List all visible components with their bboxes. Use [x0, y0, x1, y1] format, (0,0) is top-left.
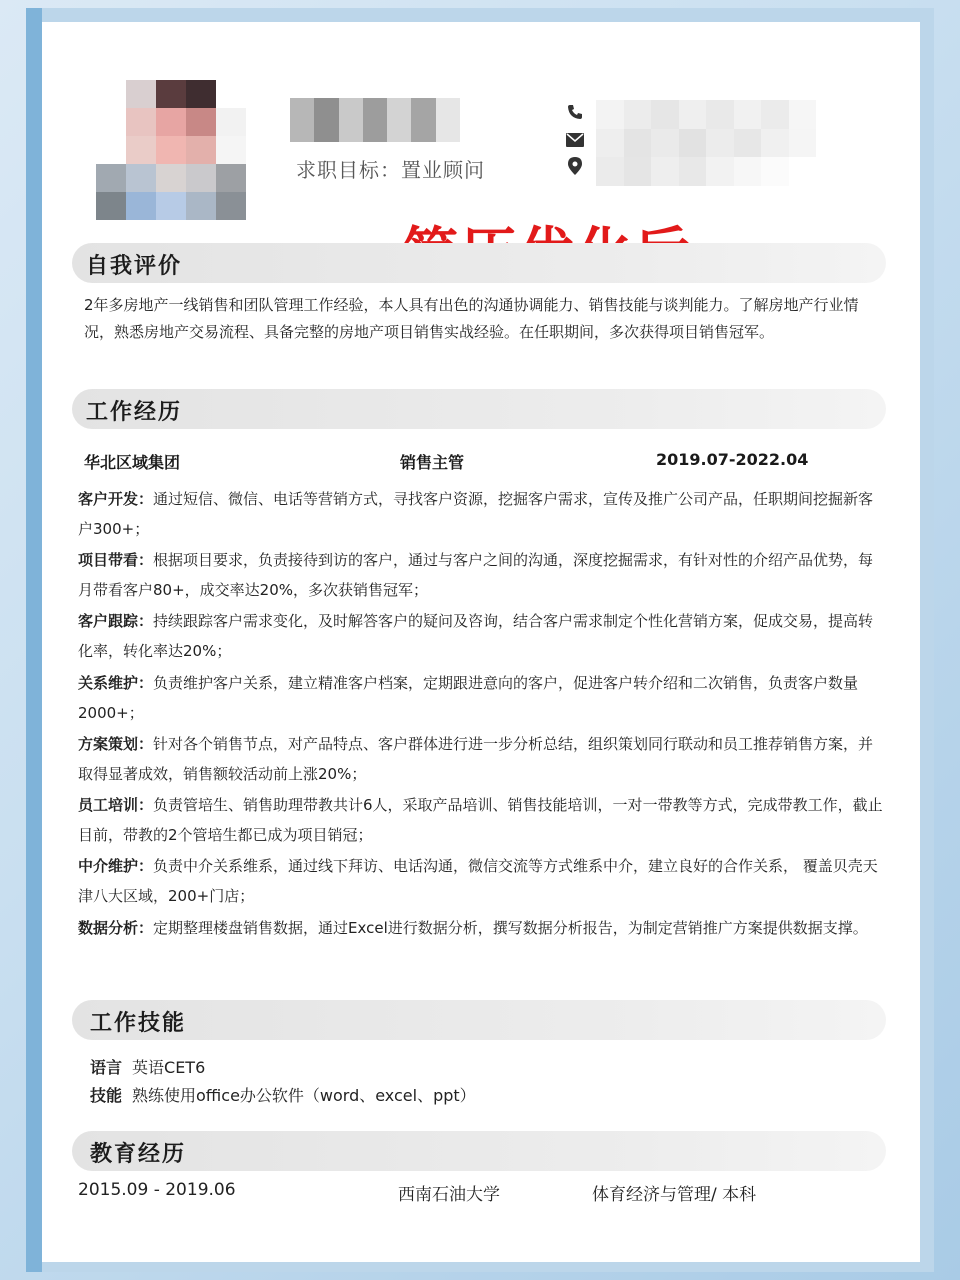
duty-item: 方案策划：针对各个销售节点，对产品特点、客户群体进行进一步分析总结，组织策划同行联动和员工推荐销售方案，并取得显著成效，销售额较活动前上涨20%； — [78, 735, 874, 783]
duty-item: 中介维护：负责中介关系维系，通过线下拜访、电话沟通，微信交流等方式维系中介，建立良好的合作关系， 覆盖贝壳天津八大区域，200+门店； — [78, 857, 878, 905]
phone-icon — [565, 102, 585, 122]
duty-item: 客户开发：通过短信、微信、电话等营销方式，寻找客户资源，挖掘客户需求，宣传及推广公司产品，任职期间挖掘新客户300+； — [78, 490, 874, 538]
frame-stripe — [26, 8, 42, 1272]
section-title: 教育经历 — [90, 1142, 187, 1167]
objective-value: 置业顾问 — [401, 158, 485, 182]
duty-item: 员工培训：负责管培生、销售助理带教共计6人，采取产品培训、销售技能培训，一对一带教等方式，完成带教工作，截止目前，带教的2个管培生都已成为项目销冠； — [78, 796, 883, 844]
section-self-eval — [72, 243, 886, 283]
education-school: 西南石油大学 — [398, 1185, 500, 1205]
section-title: 自我评价 — [86, 254, 183, 279]
duty-item: 项目带看：根据项目要求，负责接待到访的客户，通过与客户之间的沟通，深度挖掘需求，有针对性的介绍产品优势，每月带看客户80+，成交率达20%，多次获销售冠军； — [78, 551, 874, 599]
section-skills — [72, 1000, 886, 1040]
education-major: 体育经济与管理/ 本科 — [592, 1185, 757, 1205]
education-period: 2015.09 - 2019.06 — [78, 1180, 236, 1200]
objective-label: 求职目标： — [296, 158, 401, 182]
skill-software: 技能 熟练使用office办公软件（word、excel、ppt） — [90, 1086, 476, 1105]
avatar-blurred — [96, 80, 246, 220]
position: 销售主管 — [400, 453, 465, 472]
section-work — [72, 389, 886, 429]
section-title: 工作经历 — [86, 400, 183, 425]
duty-item: 关系维护：负责维护客户关系，建立精准客户档案，定期跟进意向的客户，促进客户转介绍和二次销售，负责客户数量2000+； — [78, 674, 859, 722]
duty-item: 客户跟踪：持续跟踪客户需求变化，及时解答客户的疑问及咨询，结合客户需求制定个性化营销方案，促成交易，提高转化率，转化率达20%； — [78, 612, 874, 660]
job-objective — [296, 154, 485, 183]
self-eval-text: 2年多房地产一线销售和团队管理工作经验，本人具有出色的沟通协调能力、销售技能与谈判能力。了解房地产行业情况，熟悉房地产交易流程、具备完整的房地产项目销售实战经验。在任职期间，多次获得项目销售冠军。 — [84, 296, 859, 341]
contact-info-blurred — [596, 100, 816, 186]
work-period: 2019.07-2022.04 — [656, 450, 809, 469]
section-title: 工作技能 — [90, 1011, 187, 1036]
duty-item: 数据分析：定期整理楼盘销售数据，通过Excel进行数据分析，撰写数据分析报告，为制定营销推广方案提供数据支撑。 — [78, 919, 868, 937]
location-icon — [565, 156, 585, 176]
mail-icon — [565, 130, 585, 150]
company: 华北区域集团 — [84, 453, 181, 472]
skill-language: 语言 英语CET6 — [90, 1058, 206, 1077]
section-education — [72, 1131, 886, 1171]
name-blurred — [290, 98, 460, 142]
